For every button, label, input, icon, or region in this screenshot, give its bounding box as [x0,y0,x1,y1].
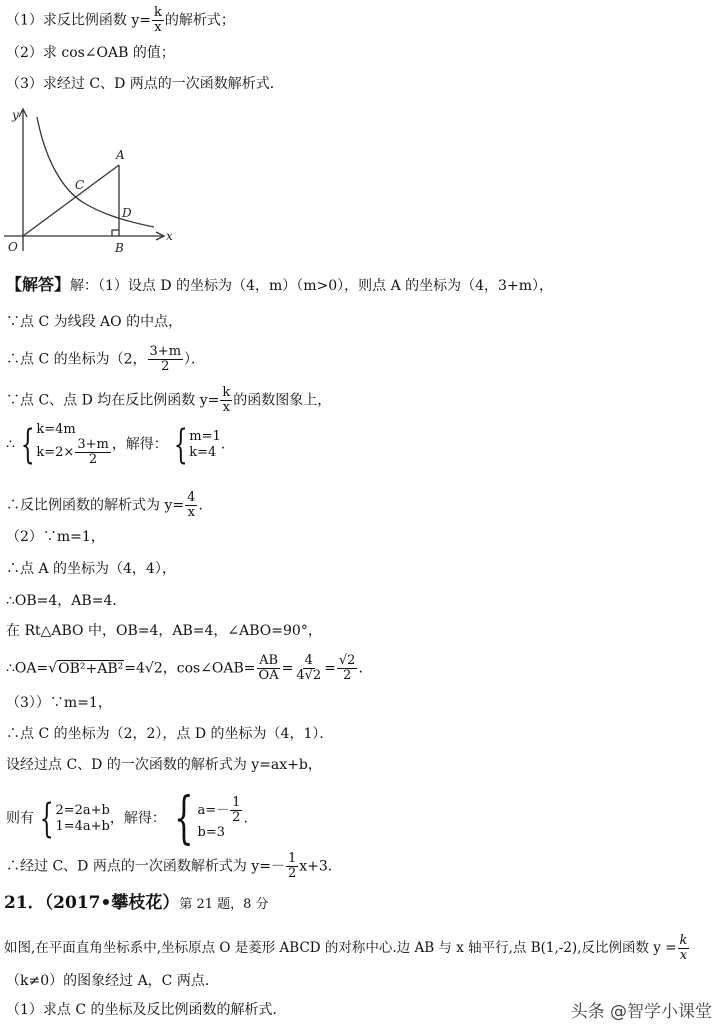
question-1-text: （1）求反比例函数 y= [6,12,151,29]
text: 如图,在平面直角坐标系中,坐标原点 O 是菱形 ABCD 的对称中心.边 AB 与 x 轴平行,点 B(1,-2),反比例函数 y = [4,940,677,956]
fraction [257,654,281,683]
question-2: （2）求 cos∠OAB 的值； [6,45,175,61]
text: ∴ [6,436,15,453]
text: ∵点 C、点 D 均在反比例函数 y= [6,392,220,409]
solution-line-10: 在 Rt△ABO 中，OB=4，AB=4，∠ABO=90°， [6,623,322,639]
label-A: A [116,148,125,162]
fraction [185,491,197,520]
equation-row: k=4 [189,444,217,460]
equation-row: a=－ [197,803,230,818]
question-1-tail: 的解析式； [164,12,235,29]
problem-meta: 第 21 题，8 分 [179,897,269,912]
text: ∴反比例函数的解析式为 y= [6,497,185,514]
equation-row: 2=2a+b [55,802,110,818]
denominator: 2 [287,866,297,881]
solution-system [168,421,221,468]
fraction [75,438,111,467]
text: = [281,660,294,677]
solution-line-8: ∴点 A 的坐标为（4，4）， [6,561,176,577]
solution-line-9: ∴OB=4，AB=4． [6,593,127,609]
solution-text: 解：（1）设点 D 的坐标为（4，m）（m>0），则点 A 的坐标为（4，3+m）， [70,278,553,294]
label-B: B [115,241,124,253]
text: ，解得： [111,436,168,453]
text: ∴点 C 的坐标为（2， [6,351,147,368]
text: =4√2，cos∠OAB= [124,660,256,677]
numerator: 4 [304,653,313,668]
text: . [243,810,248,827]
fraction [678,934,690,963]
watermark: 头条 @智学小课堂 [570,1002,712,1022]
denominator: 2 [161,359,170,374]
hyperbola-curve [37,117,154,227]
solution-line-13: ∴点 C 的坐标为（2，2），点 D 的坐标为（4，1）． [6,726,334,742]
solution-line-7: （2）∵m=1， [6,529,105,545]
problem-number: 21．（2017•攀枝花） [4,893,180,913]
solution-line-2: ∵点 C 为线段 AO 的中点， [6,314,183,330]
text: . [358,660,363,677]
label-D: D [122,206,132,220]
equation-row: b=3 [197,825,225,840]
numerator: k [679,933,688,948]
text: . [220,436,226,453]
numerator: 1 [232,795,241,810]
label-C: C [75,178,85,192]
radicand: OB²+AB² [58,660,124,677]
numerator: 1 [287,851,297,866]
fraction [337,654,358,683]
brace-icon: { [39,795,54,842]
denominator: x [187,505,195,520]
text: ）． [184,351,206,368]
text: = [324,660,336,677]
solution-line-5 [6,422,225,467]
fraction [230,796,242,825]
question-1 [6,6,235,35]
question-3: （3）求经过 C、D 两点的一次函数解析式． [6,76,284,92]
brace-icon: { [173,421,188,468]
equation-row: m=1 [189,428,221,444]
label-O: O [8,240,18,253]
fraction [294,654,323,683]
denominator: 4√2 [296,668,322,683]
text: . [198,497,203,514]
problem-title [4,894,269,914]
problem-condition: （k≠0）的图象经过 A，C 两点． [6,973,219,989]
text: x+3． [299,858,342,875]
solution-line-1 [6,276,553,295]
denominator: 2 [232,810,241,825]
brace-icon: { [173,785,194,851]
numerator: AB [259,653,279,668]
solution-line-12: （3））∵m=1， [6,695,112,711]
denominator: 2 [343,668,352,683]
equation-system [34,795,110,842]
numerator: 3+m [77,437,109,452]
fraction [148,345,184,374]
right-angle-mark-icon [112,230,119,236]
fraction [220,386,232,415]
solution-line-14: 设经过点 C、D 的一次函数的解析式为 y=ax+b， [6,757,322,773]
brace-icon: { [20,421,35,468]
denominator: OA [258,668,279,683]
denominator: x [679,948,688,963]
problem-statement [4,934,690,963]
numerator: k [154,5,162,20]
fraction [286,852,298,881]
solution-header: 【解答】 [6,275,71,294]
solution-line-16 [6,852,342,881]
text: ∴OA=√ [6,660,58,677]
solution-line-4 [6,386,331,415]
solution-line-11 [6,654,363,683]
text: 则有 [6,810,34,827]
equation-row: 1=4a+b [55,818,110,834]
problem-part-1: （1）求点 C 的坐标及反比例函数的解析式． [6,1002,287,1018]
equation-row: k=4m [36,422,76,437]
denominator: x [222,400,230,415]
segment-OA [23,165,119,236]
denominator: x [154,20,162,35]
denominator: 2 [88,452,98,467]
label-x: x [166,229,173,243]
solution-line-15 [6,785,248,851]
label-y: y [12,108,19,122]
equation-system [15,422,112,467]
graph-figure [4,103,174,253]
solution-line-3 [6,345,205,374]
numerator: √2 [338,653,356,668]
numerator: 3+m [149,344,182,359]
numerator: 4 [187,490,196,505]
text: 的函数图象上， [233,392,332,409]
text: ∴经过 C、D 两点的一次函数解析式为 y=－ [6,858,285,875]
text: ，解得： [109,810,166,827]
equation-row: k=2× [36,445,75,460]
fraction [152,6,164,35]
solution-system [166,785,244,851]
solution-line-6 [6,491,203,520]
numerator: k [222,385,231,400]
